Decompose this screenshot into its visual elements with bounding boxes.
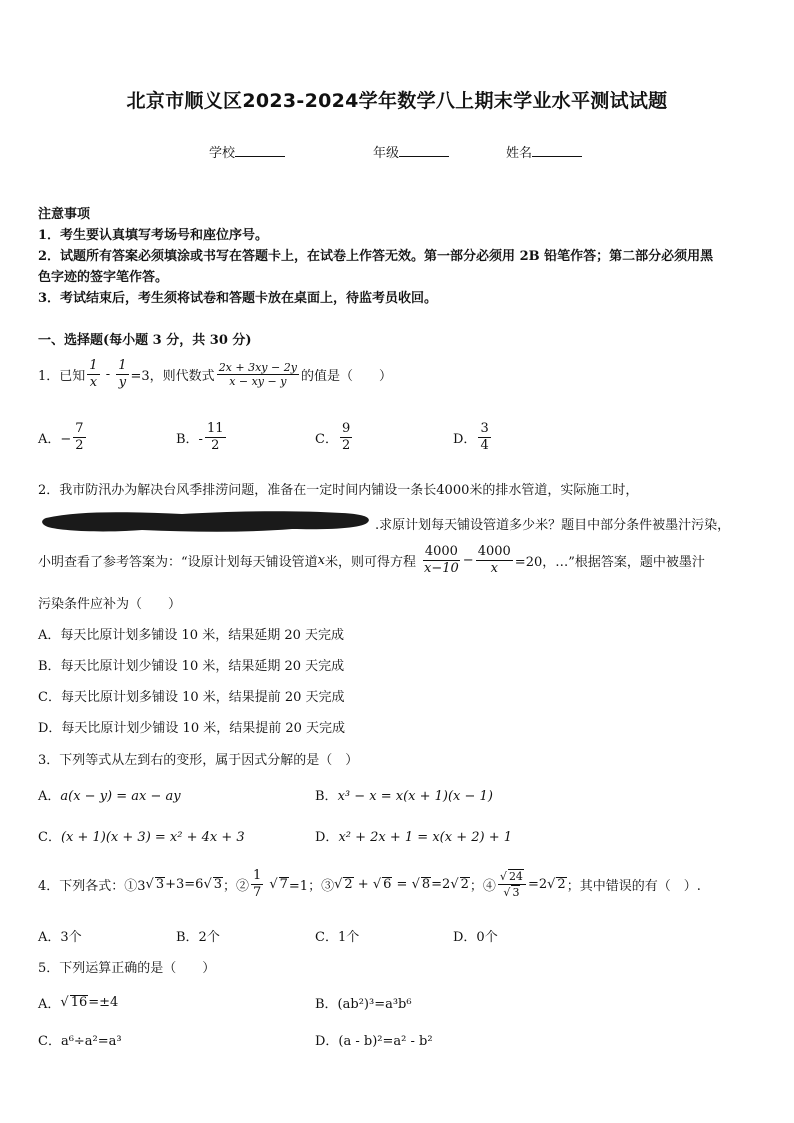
q4-text: =2 — [527, 877, 548, 892]
q1-frac-1-over-x: $\frac{1}{x}$ — [89, 358, 98, 390]
option-label: A． — [38, 997, 61, 1012]
question-4-stem: 4．下列各式：①3 √ 3 +3=6 √ 3 ；② $\frac{1}{7}$ √ 7 =1；③ √ 2 + √ 6 = √ 8 =2 √ 2 ；④ $\frac{√ 24}{√ 3}$ =2 √ 2 ；其中错误的有（ ）. — [38, 868, 701, 900]
option-expr: x³ − x = x(x + 1)(x − 1) — [337, 789, 493, 804]
name-field — [506, 142, 582, 161]
q4-radicand: 2 — [557, 877, 566, 892]
name-label: 姓名 — [506, 146, 533, 161]
q2-text: 小明查看了参考答案为：“设原计划每天铺设管道 — [38, 555, 318, 570]
q4-frac-num: 1 — [253, 868, 262, 883]
option-label: B．- — [176, 432, 203, 447]
q4-text: ；其中错误的有（ ）. — [566, 879, 701, 894]
question-2-line-2: .求原计划每天铺设管道多少米？题目中部分条件被墨汁污染， — [375, 518, 731, 533]
question-2-line-4: 污染条件应补为（ ） — [38, 597, 182, 612]
q4-text: =2 — [431, 877, 451, 892]
q4-option-c: C．1个 — [315, 930, 360, 945]
section-heading: 一、选择题(每小题 3 分，共 30 分) — [38, 333, 252, 348]
q4-radicand: 3 — [155, 877, 165, 892]
question-5-stem: 5．下列运算正确的是（ ） — [38, 961, 216, 976]
q4-radicand: 8 — [421, 877, 431, 892]
q4-text: ；② — [223, 879, 250, 894]
q4-radicand: 2 — [344, 877, 353, 892]
note-item: 1．考生要认真填写考场号和座位序号。 — [38, 228, 269, 243]
q1-expression — [217, 361, 299, 388]
question-1-stem: 1．已知 $\frac{1}{x}$ - $\frac{1}{y}$ =3，则代数式 $\frac{2x + 3xy - 2y}{x - xy - y}$ 的值是（ ） — [38, 358, 392, 390]
option-label: B． — [315, 789, 338, 804]
q4-frac2-den: 3 — [512, 886, 520, 899]
option-label: D． — [453, 432, 477, 447]
q4-text: = — [392, 877, 412, 892]
q4-text: + — [353, 877, 373, 892]
q4-text: 4．下列各式：①3 — [38, 879, 146, 894]
question-2-line-1: 2．我市防汛办为解决台风季排涝问题，准备在一定时间内铺设一条长4000米的排水管道，实际施工时， — [38, 483, 639, 498]
q1-prefix: 1．已知 — [38, 369, 86, 384]
q1-option-c — [315, 421, 354, 454]
q5-option-b: B．(ab²)³=a³b⁶ — [315, 997, 412, 1012]
option-num: 9 — [341, 421, 351, 436]
option-label: D． — [315, 830, 339, 845]
q1-expr-numerator: 2x + 3xy − 2y — [218, 361, 297, 374]
ink-stain-image — [42, 508, 372, 534]
option-expr: =±4 — [88, 995, 119, 1010]
option-den: 2 — [75, 438, 84, 453]
q1-suffix: 的值是（ ） — [300, 369, 392, 384]
q2-text: =20，…”根据答案，题中被墨汁 — [514, 555, 705, 570]
q4-text: =1；③ — [288, 879, 335, 894]
q2-option-a: A．每天比原计划多铺设 10 米，结果延期 20 天完成 — [38, 628, 345, 643]
option-label: C． — [38, 830, 61, 845]
grade-blank — [399, 144, 449, 157]
option-expr: (x + 1)(x + 3) = x² + 4x + 3 — [60, 830, 245, 845]
q4-radicand: 3 — [213, 877, 223, 892]
q4-frac-den: 7 — [253, 885, 262, 900]
q3-option-d — [315, 826, 512, 845]
option-den: 2 — [341, 438, 351, 453]
option-den: 2 — [211, 438, 220, 453]
school-field — [209, 142, 285, 161]
school-label: 学校 — [209, 146, 236, 161]
q1-option-b — [176, 421, 228, 454]
option-num: 11 — [206, 421, 224, 436]
option-label: A．− — [38, 432, 72, 447]
grade-field — [373, 142, 449, 161]
q4-radicand: 2 — [460, 877, 469, 892]
q2-option-b: B．每天比原计划少铺设 10 米，结果延期 20 天完成 — [38, 659, 345, 674]
q2-f2-num: 4000 — [477, 544, 511, 559]
q2-f1-den: x−10 — [424, 561, 459, 576]
option-label: A． — [38, 789, 61, 804]
notes-heading: 注意事项 — [38, 207, 91, 222]
school-blank — [235, 144, 285, 157]
q4-text: ；④ — [469, 879, 496, 894]
q5-option-a: A． √ 16 =±4 — [38, 995, 119, 1012]
question-2-line-3: 小明查看了参考答案为：“设原计划每天铺设管道 x 米，则可得方程 $\frac{4000}{x-10}$ − $\frac{4000}{x}$ =20，…”根据答案，题中被墨汁 — [38, 544, 705, 576]
q4-option-d: D．0个 — [453, 930, 498, 945]
option-expr: a(x − y) = ax − ay — [60, 789, 181, 804]
name-blank — [532, 144, 582, 157]
q2-option-c: C．每天比原计划多铺设 10 米，结果提前 20 天完成 — [38, 690, 345, 705]
q2-option-d: D．每天比原计划少铺设 10 米，结果提前 20 天完成 — [38, 721, 346, 736]
q1-frac-1-over-y: $\frac{1}{y}$ — [118, 358, 127, 390]
q2-variable: x — [317, 553, 325, 568]
q1-option-d — [453, 421, 493, 454]
q1-cond: =3，则代数式 — [130, 369, 215, 384]
q5-radicand: 16 — [70, 995, 88, 1010]
note-item: 3．考试结束后，考生须将试卷和答题卡放在桌面上，待监考员收回。 — [38, 291, 438, 306]
q4-text: +3=6 — [165, 877, 204, 892]
q4-option-a: A．3个 — [38, 930, 82, 945]
q2-f1-num: 4000 — [424, 544, 458, 559]
option-num: 3 — [480, 421, 489, 436]
page-title: 北京市顺义区2023-2024学年数学八上期末学业水平测试试题 — [126, 90, 668, 112]
q3-option-c — [38, 826, 245, 845]
q3-option-b — [315, 785, 493, 804]
q4-option-b: B．2个 — [176, 930, 220, 945]
q5-option-c: C．a⁶÷a²=a³ — [38, 1034, 122, 1049]
q5-option-d: D．(a - b)²=a² - b² — [315, 1034, 433, 1049]
grade-label: 年级 — [373, 146, 400, 161]
option-expr: x² + 2x + 1 = x(x + 2) + 1 — [338, 830, 512, 845]
note-item: 色字迹的签字笔作答。 — [38, 270, 169, 285]
q2-f2-den: x — [490, 561, 498, 576]
q1-option-a — [38, 421, 88, 454]
q4-frac2-num: 24 — [508, 870, 523, 883]
note-item: 2．试题所有答案必须填涂或书写在答题卡上，在试卷上作答无效。第一部分必须用 2B 铅笔作答；第二部分必须用黑 — [38, 249, 714, 264]
q4-radicand: 6 — [383, 877, 392, 892]
q4-radicand: 7 — [279, 877, 288, 892]
option-den: 4 — [480, 438, 489, 453]
question-3-stem: 3．下列等式从左到右的变形，属于因式分解的是（ ） — [38, 753, 359, 768]
option-num: 7 — [75, 421, 84, 436]
q3-option-a — [38, 785, 181, 804]
q1-expr-denominator: x − xy − y — [229, 375, 287, 388]
q2-text: 米，则可得方程 — [325, 555, 417, 570]
option-label: C． — [315, 432, 338, 447]
